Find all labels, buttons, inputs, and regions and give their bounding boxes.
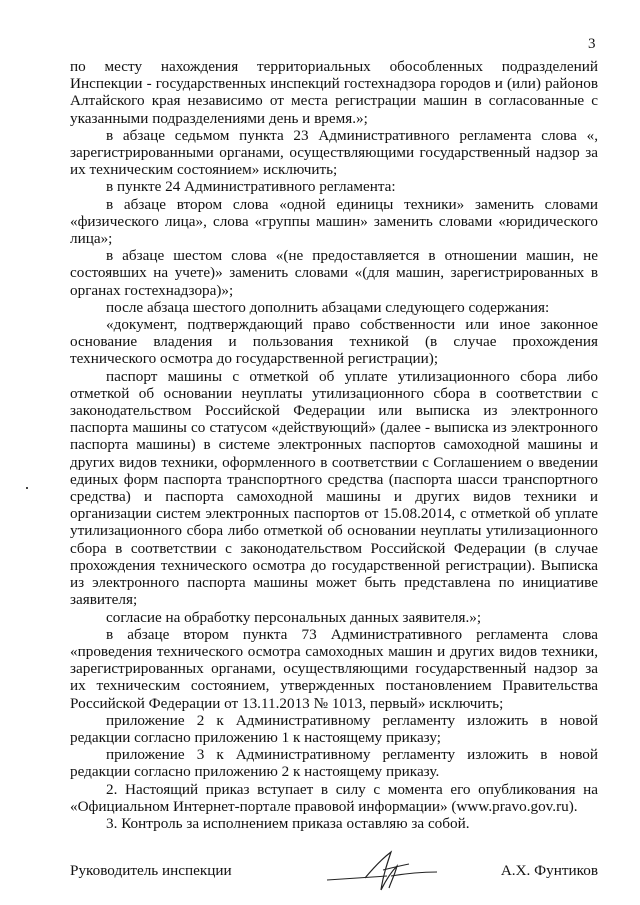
document-body	[70, 58, 598, 832]
paragraph: приложение 3 к Административному регламенту изложить в новой редакции согласно приложению 2 к настоящему приказу.	[70, 746, 598, 781]
signatory-position: Руководитель инспекции	[70, 862, 232, 879]
paragraph: в абзаце шестом слова «(не предоставляется в отношении машин, не состоявших на учете)» заменить словами «(для машин, зарегистрированных в органах гостехнадзора)»;	[70, 247, 598, 299]
signature-block	[70, 862, 598, 886]
paragraph: в абзаце втором слова «одной единицы техники» заменить словами «физического лица», слова «группы машин» заменить словами «юридического лица»;	[70, 195, 598, 248]
paragraph: 3. Контроль за исполнением приказа оставляю за собой.	[106, 814, 470, 832]
paragraph: в абзаце втором пункта 73 Административного регламента слова «проведения технического осмотра самоходных машин и других видов техники, зарегистрированных органами, осуществляющими государственный надзор за их техническим состоянием, утвержденных постановлением Правительства Российской Федерации от 13.11.2013 № 1013, первый» исключить;	[70, 625, 598, 712]
paragraph: по месту нахождения территориальных обособленных подразделений Инспекции - государственных инспекций гостехнадзора городов и (или) районов Алтайского края независимо от места регистрации машин в согласованные с указанными подразделениями день и время.»;	[70, 58, 598, 127]
margin-mark	[26, 487, 28, 489]
paragraph: «документ, подтверждающий право собственности или иное законное основание владения и пользования техникой (в случае прохождения технического осмотра до государственной регистрации);	[70, 316, 598, 368]
page-number: 3	[588, 36, 596, 52]
handwritten-signature	[325, 848, 445, 896]
signatory-name: А.Х. Фунтиков	[500, 862, 598, 879]
paragraph: 2. Настоящий приказ вступает в силу с момента его опубликования на «Официальном Интернет-портале правовой информации» (www.pravo.gov.ru).	[70, 780, 598, 815]
paragraph: в абзаце седьмом пункта 23 Административного регламента слова «, зарегистрированными органами, осуществляющими государственный надзор за их техническим состоянием» исключить;	[70, 126, 598, 179]
paragraph: согласие на обработку персональных данных заявителя.»;	[106, 608, 482, 626]
paragraph: приложение 2 к Административному регламенту изложить в новой редакции согласно приложению 1 к настоящему приказу;	[70, 711, 598, 746]
paragraph: паспорт машины с отметкой об уплате утилизационного сбора либо отметкой об основании неуплаты утилизационного сбора в соответствии с законодательством Российской Федерации или выписка из электронного паспорта машины со статусом «действующий» (далее - выписка из электронного паспорта машины) в системе электронных паспортов самоходной машины и других видов техники, оформленного в соответствии с Соглашением о введении единых форм паспорта транспортного средства (паспорта шасси транспортного средства) и паспорта самоходной машины и других видов техники и организации систем электронных паспортов от 15.08.2014, с отметкой об уплате утилизационного сбора либо отметкой об основании неуплаты утилизационного сбора в соответствии с законодательством Российской Федерации (в случае прохождения технического осмотра до государственной регистрации). Выписка из электронного паспорта машины может быть представлена по инициативе заявителя;	[70, 367, 598, 609]
paragraph: после абзаца шестого дополнить абзацами следующего содержания:	[106, 298, 550, 316]
paragraph: в пункте 24 Административного регламента:	[106, 178, 396, 196]
